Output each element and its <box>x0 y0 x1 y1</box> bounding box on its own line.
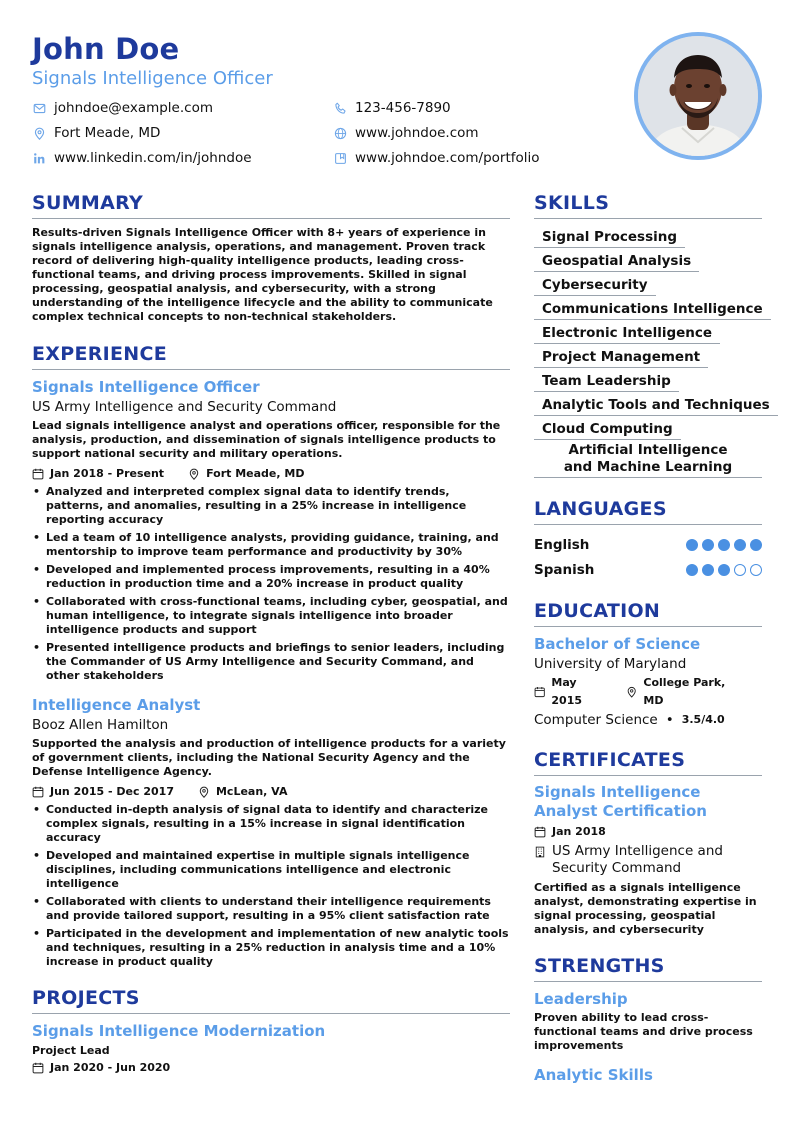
location-pin-icon <box>32 126 46 140</box>
contact-linkedin[interactable] <box>32 148 252 168</box>
languages-heading: LANGUAGES <box>534 496 762 525</box>
right-column <box>534 190 770 1085</box>
education-date: May 2015 <box>534 674 608 710</box>
profile-photo <box>634 32 762 160</box>
job-title: Signals Intelligence Officer <box>32 378 260 396</box>
contact-website[interactable] <box>333 123 479 143</box>
job-bullet: • Conducted in-depth analysis of signal data to identify and characterize complex signals, resulting in a 15% increase in signal identification accuracy <box>32 803 510 845</box>
skills-list <box>534 226 770 478</box>
strength-title: Leadership <box>534 990 628 1008</box>
level-dot-empty <box>750 564 762 576</box>
job-company: US Army Intelligence and Security Command <box>32 399 337 415</box>
email-text: johndoe@example.com <box>54 100 213 116</box>
phone-text: 123-456-7890 <box>355 100 451 116</box>
skill-tag: Analytic Tools and Techniques <box>534 395 778 416</box>
job-bullet: • Led a team of 10 intelligence analysts, providing guidance, training, and mentorship to improve team performance and productivity by 30% <box>32 531 510 559</box>
contact-email[interactable] <box>32 98 213 118</box>
level-dot-filled <box>718 539 730 551</box>
job-location: Fort Meade, MD <box>188 466 304 482</box>
project-meta <box>32 1060 510 1076</box>
job-bullet: • Analyzed and interpreted complex signal data to identify trends, patterns, and anomalies, resulting in a 25% increase in intelligence reporting accuracy <box>32 485 510 527</box>
strength-entry <box>534 989 762 1053</box>
language-level <box>682 564 762 576</box>
level-dot-filled <box>718 564 730 576</box>
education-field-row <box>534 710 762 730</box>
language-row <box>534 557 762 582</box>
certificate-issuer: US Army Intelligence and Security Command <box>534 843 762 877</box>
job-entry <box>32 695 510 969</box>
skill-tag: Geospatial Analysis <box>534 251 699 272</box>
job-dates: Jan 2018 - Present <box>32 466 164 482</box>
education-degree: Bachelor of Science <box>534 635 701 653</box>
location-pin-icon <box>626 686 637 698</box>
calendar-icon <box>534 826 546 838</box>
skill-tag: Communications Intelligence <box>534 299 771 320</box>
certificate-description: Certified as a signals intelligence analyst, demonstrating expertise in signal processing, geospatial analysis, and cybersecurity <box>534 881 757 936</box>
separator: • <box>665 712 674 728</box>
skill-tag: Team Leadership <box>534 371 679 392</box>
building-icon <box>534 846 546 858</box>
skill-tag: Cloud Computing <box>534 419 681 440</box>
education-meta <box>534 674 762 710</box>
education-gpa: 3.5/4.0 <box>681 713 725 726</box>
phone-icon <box>333 101 347 115</box>
projects-heading: PROJECTS <box>32 985 510 1014</box>
job-title: Intelligence Analyst <box>32 696 201 714</box>
skills-heading: SKILLS <box>534 190 762 219</box>
project-title: Signals Intelligence Modernization <box>32 1022 326 1040</box>
language-name: Spanish <box>534 561 595 578</box>
level-dot-filled <box>686 539 698 551</box>
job-company: Booz Allen Hamilton <box>32 717 169 733</box>
skill-tag: Electronic Intelligence <box>534 323 720 344</box>
calendar-icon <box>32 1062 44 1074</box>
job-bullet: • Collaborated with clients to understand their intelligence requirements and provide tailored support, resulting in a 95% client satisfaction rate <box>32 895 510 923</box>
job-bullets <box>32 803 510 969</box>
globe-icon <box>333 126 347 140</box>
strengths-heading: STRENGTHS <box>534 953 762 982</box>
job-entry <box>32 377 510 683</box>
portfolio-text: www.johndoe.com/portfolio <box>355 150 540 166</box>
level-dot-filled <box>702 539 714 551</box>
website-text: www.johndoe.com <box>355 125 479 141</box>
language-name: English <box>534 536 590 553</box>
job-bullet: • Presented intelligence products and briefings to senior leaders, including the Commander of US Army Intelligence and Security Command, and other stakeholders <box>32 641 510 683</box>
level-dot-filled <box>702 564 714 576</box>
resume-header <box>32 30 632 166</box>
contact-phone[interactable] <box>333 98 451 118</box>
job-dates: Jun 2015 - Dec 2017 <box>32 784 174 800</box>
level-dot-empty <box>734 564 746 576</box>
strength-description: Proven ability to lead cross-functional teams and drive process improvements <box>534 1011 753 1052</box>
certificate-date: Jan 2018 <box>534 823 762 841</box>
contact-portfolio[interactable] <box>333 148 540 168</box>
linkedin-text: www.linkedin.com/in/johndoe <box>54 150 252 166</box>
language-row <box>534 532 762 557</box>
job-bullets <box>32 485 510 683</box>
candidate-name: John Doe <box>32 32 180 66</box>
skill-tag: Signal Processing <box>534 227 685 248</box>
language-level <box>682 539 762 551</box>
level-dot-filled <box>750 539 762 551</box>
candidate-title: Signals Intelligence Officer <box>32 68 273 89</box>
project-role: Project Lead <box>32 1044 110 1057</box>
contact-location <box>32 123 160 143</box>
project-dates: Jan 2020 - Jun 2020 <box>32 1060 170 1076</box>
location-text: Fort Meade, MD <box>54 125 161 141</box>
skill-tag: Cybersecurity <box>534 275 656 296</box>
job-bullet: • Participated in the development and implementation of new analytic tools and techniques, resulting in a 25% reduction in analysis time and a 10% increase in product quality <box>32 927 510 969</box>
skill-tag: Project Management <box>534 347 708 368</box>
job-location: McLean, VA <box>198 784 287 800</box>
summary-text: Results-driven Signals Intelligence Officer with 8+ years of experience in signals intelligence analysis, operations, and management. Proven track record of delivering high-quality intelligence products, leading cross-functional teams, and driving process improvements. Skilled in signal processing, geospatial analysis, and cybersecurity, with a strong understanding of the intelligence lifecycle and the ability to communicate complex technical concepts to non-technical stakeholders. <box>32 226 493 323</box>
portfolio-icon <box>333 151 347 165</box>
mail-icon <box>32 101 46 115</box>
experience-heading: EXPERIENCE <box>32 341 510 370</box>
education-field: Computer Science <box>534 712 658 728</box>
strength-title: Analytic Skills <box>534 1066 653 1084</box>
location-pin-icon <box>198 786 210 798</box>
summary-heading: SUMMARY <box>32 190 510 219</box>
education-school: University of Maryland <box>534 656 687 672</box>
location-pin-icon <box>188 468 200 480</box>
calendar-icon <box>534 686 545 698</box>
job-description: Supported the analysis and production of intelligence products for a variety of government clients, including the National Security Agency and the Defense Intelligence Agency. <box>32 737 506 778</box>
education-heading: EDUCATION <box>534 598 762 627</box>
job-bullet: • Collaborated with cross-functional teams, including cyber, geospatial, and human intelligence, to integrate signals intelligence into broader intelligence products and support <box>32 595 510 637</box>
job-bullet: • Developed and implemented process improvements, resulting in a 40% reduction in production time and a 20% increase in product quality <box>32 563 510 591</box>
skill-tag: Artificial Intelligence and Machine Learning <box>534 442 762 478</box>
left-column <box>32 190 510 1076</box>
project-entry <box>32 1021 510 1076</box>
calendar-icon <box>32 468 44 480</box>
strength-entry <box>534 1065 762 1085</box>
calendar-icon <box>32 786 44 798</box>
job-meta <box>32 784 510 800</box>
level-dot-filled <box>686 564 698 576</box>
certificates-heading: CERTIFICATES <box>534 747 762 776</box>
job-meta <box>32 466 510 482</box>
certificate-title: Signals Intelligence Analyst Certification <box>534 783 707 820</box>
linkedin-icon <box>32 151 46 165</box>
level-dot-filled <box>734 539 746 551</box>
education-location: College Park, MD <box>626 674 744 710</box>
job-description: Lead signals intelligence analyst and operations officer, responsible for the analysis, production, and dissemination of signals intelligence products to support national security and military operations. <box>32 419 501 460</box>
job-bullet: • Developed and maintained expertise in multiple signals intelligence disciplines, including communications intelligence and electronic intelligence <box>32 849 510 891</box>
